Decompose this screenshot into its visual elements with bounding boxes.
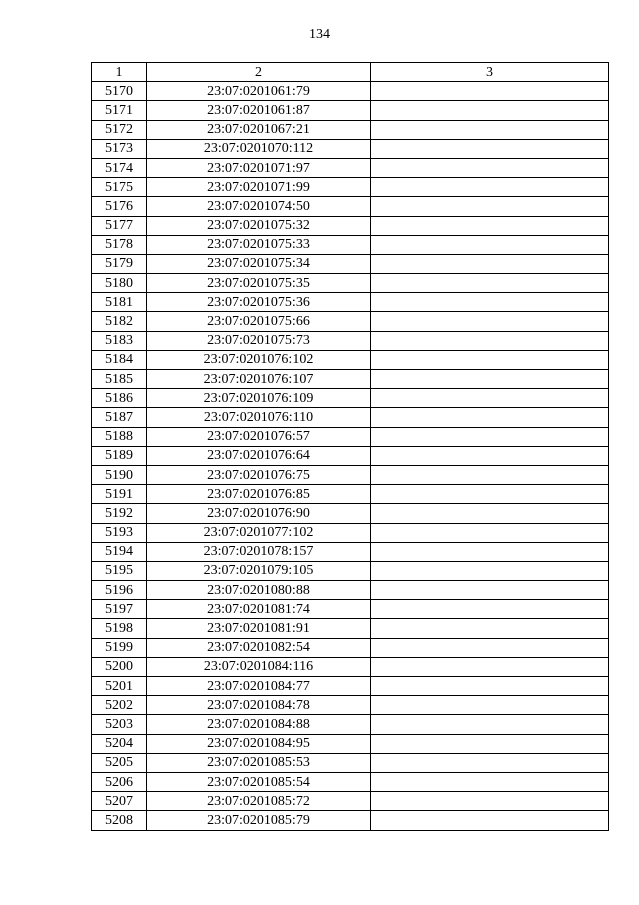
- table-row: [92, 370, 609, 389]
- notes-cell: [371, 753, 609, 772]
- column-header-1: 1: [92, 63, 147, 82]
- table-row: [92, 504, 609, 523]
- row-number-cell: 5190: [92, 465, 147, 484]
- cadastral-number-cell: 23:07:0201071:97: [147, 158, 371, 177]
- table-row: [92, 82, 609, 101]
- table-row: [92, 772, 609, 791]
- notes-cell: [371, 504, 609, 523]
- table-row: [92, 120, 609, 139]
- table-row: [92, 696, 609, 715]
- notes-cell: [371, 734, 609, 753]
- notes-cell: [371, 677, 609, 696]
- notes-cell: [371, 811, 609, 830]
- table-row: [92, 600, 609, 619]
- cadastral-number-cell: 23:07:0201081:74: [147, 600, 371, 619]
- row-number-cell: 5196: [92, 581, 147, 600]
- table-row: [92, 139, 609, 158]
- table-row: [92, 619, 609, 638]
- row-number-cell: 5194: [92, 542, 147, 561]
- cadastral-number-cell: 23:07:0201074:50: [147, 197, 371, 216]
- cadastral-number-cell: 23:07:0201085:72: [147, 792, 371, 811]
- cadastral-number-cell: 23:07:0201084:116: [147, 657, 371, 676]
- table-row: [92, 677, 609, 696]
- row-number-cell: 5171: [92, 101, 147, 120]
- row-number-cell: 5173: [92, 139, 147, 158]
- row-number-cell: 5206: [92, 772, 147, 791]
- row-number-cell: 5186: [92, 389, 147, 408]
- cadastral-number-cell: 23:07:0201061:87: [147, 101, 371, 120]
- cadastral-number-cell: 23:07:0201084:95: [147, 734, 371, 753]
- row-number-cell: 5187: [92, 408, 147, 427]
- cadastral-number-cell: 23:07:0201084:78: [147, 696, 371, 715]
- row-number-cell: 5185: [92, 370, 147, 389]
- row-number-cell: 5207: [92, 792, 147, 811]
- table-row: [92, 293, 609, 312]
- notes-cell: [371, 600, 609, 619]
- row-number-cell: 5202: [92, 696, 147, 715]
- row-number-cell: 5197: [92, 600, 147, 619]
- cadastral-number-cell: 23:07:0201075:34: [147, 254, 371, 273]
- table-row: [92, 331, 609, 350]
- cadastral-number-cell: 23:07:0201076:109: [147, 389, 371, 408]
- cadastral-number-cell: 23:07:0201075:66: [147, 312, 371, 331]
- notes-cell: [371, 523, 609, 542]
- cadastral-number-cell: 23:07:0201075:32: [147, 216, 371, 235]
- cadastral-number-cell: 23:07:0201075:35: [147, 274, 371, 293]
- notes-cell: [371, 446, 609, 465]
- table-row: [92, 485, 609, 504]
- notes-cell: [371, 197, 609, 216]
- cadastral-number-cell: 23:07:0201076:102: [147, 350, 371, 369]
- notes-cell: [371, 254, 609, 273]
- notes-cell: [371, 427, 609, 446]
- row-number-cell: 5183: [92, 331, 147, 350]
- row-number-cell: 5192: [92, 504, 147, 523]
- table-row: [92, 312, 609, 331]
- cadastral-number-cell: 23:07:0201076:110: [147, 408, 371, 427]
- table-row: [92, 753, 609, 772]
- notes-cell: [371, 696, 609, 715]
- cadastral-number-cell: 23:07:0201075:73: [147, 331, 371, 350]
- table-row: [92, 581, 609, 600]
- table-row: [92, 254, 609, 273]
- cadastral-number-cell: 23:07:0201071:99: [147, 178, 371, 197]
- table-row: [92, 542, 609, 561]
- notes-cell: [371, 370, 609, 389]
- cadastral-number-cell: 23:07:0201076:64: [147, 446, 371, 465]
- row-number-cell: 5172: [92, 120, 147, 139]
- notes-cell: [371, 274, 609, 293]
- table-row: [92, 178, 609, 197]
- notes-cell: [371, 619, 609, 638]
- row-number-cell: 5184: [92, 350, 147, 369]
- row-number-cell: 5189: [92, 446, 147, 465]
- cadastral-number-cell: 23:07:0201085:53: [147, 753, 371, 772]
- notes-cell: [371, 82, 609, 101]
- table-row: [92, 274, 609, 293]
- row-number-cell: 5181: [92, 293, 147, 312]
- cadastral-number-cell: 23:07:0201085:54: [147, 772, 371, 791]
- row-number-cell: 5179: [92, 254, 147, 273]
- notes-cell: [371, 178, 609, 197]
- header-row: [92, 63, 609, 82]
- notes-cell: [371, 120, 609, 139]
- row-number-cell: 5201: [92, 677, 147, 696]
- row-number-cell: 5176: [92, 197, 147, 216]
- table-row: [92, 235, 609, 254]
- cadastral-number-cell: 23:07:0201076:57: [147, 427, 371, 446]
- notes-cell: [371, 331, 609, 350]
- table-row: [92, 811, 609, 830]
- table-row: [92, 715, 609, 734]
- notes-cell: [371, 312, 609, 331]
- cadastral-number-cell: 23:07:0201084:77: [147, 677, 371, 696]
- notes-cell: [371, 715, 609, 734]
- cadastral-number-cell: 23:07:0201080:88: [147, 581, 371, 600]
- notes-cell: [371, 408, 609, 427]
- column-header-2: 2: [147, 63, 371, 82]
- notes-cell: [371, 542, 609, 561]
- table-row: [92, 101, 609, 120]
- cadastral-number-cell: 23:07:0201070:112: [147, 139, 371, 158]
- notes-cell: [371, 561, 609, 580]
- row-number-cell: 5170: [92, 82, 147, 101]
- table-row: [92, 427, 609, 446]
- cadastral-number-cell: 23:07:0201078:157: [147, 542, 371, 561]
- row-number-cell: 5188: [92, 427, 147, 446]
- row-number-cell: 5177: [92, 216, 147, 235]
- row-number-cell: 5180: [92, 274, 147, 293]
- notes-cell: [371, 350, 609, 369]
- table-row: [92, 197, 609, 216]
- cadastral-number-cell: 23:07:0201076:107: [147, 370, 371, 389]
- notes-cell: [371, 657, 609, 676]
- table-row: [92, 158, 609, 177]
- notes-cell: [371, 792, 609, 811]
- cadastral-number-cell: 23:07:0201076:75: [147, 465, 371, 484]
- cadastral-number-cell: 23:07:0201079:105: [147, 561, 371, 580]
- row-number-cell: 5193: [92, 523, 147, 542]
- cadastral-number-cell: 23:07:0201075:36: [147, 293, 371, 312]
- column-header-3: 3: [371, 63, 609, 82]
- table-row: [92, 561, 609, 580]
- table-row: [92, 465, 609, 484]
- cadastral-number-cell: 23:07:0201081:91: [147, 619, 371, 638]
- row-number-cell: 5175: [92, 178, 147, 197]
- table-row: [92, 638, 609, 657]
- table-row: [92, 792, 609, 811]
- row-number-cell: 5178: [92, 235, 147, 254]
- notes-cell: [371, 139, 609, 158]
- row-number-cell: 5198: [92, 619, 147, 638]
- page-number: 134: [309, 27, 330, 42]
- notes-cell: [371, 216, 609, 235]
- notes-cell: [371, 389, 609, 408]
- table-row: [92, 523, 609, 542]
- table-row: [92, 446, 609, 465]
- row-number-cell: 5205: [92, 753, 147, 772]
- cadastral-number-cell: 23:07:0201061:79: [147, 82, 371, 101]
- table-row: [92, 350, 609, 369]
- notes-cell: [371, 101, 609, 120]
- row-number-cell: 5200: [92, 657, 147, 676]
- cadastral-number-cell: 23:07:0201067:21: [147, 120, 371, 139]
- row-number-cell: 5208: [92, 811, 147, 830]
- cadastral-number-cell: 23:07:0201082:54: [147, 638, 371, 657]
- table-row: [92, 408, 609, 427]
- cadastral-number-cell: 23:07:0201085:79: [147, 811, 371, 830]
- row-number-cell: 5191: [92, 485, 147, 504]
- row-number-cell: 5199: [92, 638, 147, 657]
- row-number-cell: 5195: [92, 561, 147, 580]
- table-body: [92, 82, 609, 830]
- notes-cell: [371, 465, 609, 484]
- notes-cell: [371, 235, 609, 254]
- notes-cell: [371, 485, 609, 504]
- table-row: [92, 389, 609, 408]
- notes-cell: [371, 581, 609, 600]
- row-number-cell: 5204: [92, 734, 147, 753]
- registry-table: [91, 62, 609, 831]
- table-header: [92, 63, 609, 82]
- cadastral-number-cell: 23:07:0201075:33: [147, 235, 371, 254]
- cadastral-number-cell: 23:07:0201076:90: [147, 504, 371, 523]
- row-number-cell: 5182: [92, 312, 147, 331]
- notes-cell: [371, 638, 609, 657]
- cadastral-number-cell: 23:07:0201076:85: [147, 485, 371, 504]
- notes-cell: [371, 772, 609, 791]
- table-row: [92, 734, 609, 753]
- row-number-cell: 5174: [92, 158, 147, 177]
- row-number-cell: 5203: [92, 715, 147, 734]
- cadastral-number-cell: 23:07:0201084:88: [147, 715, 371, 734]
- notes-cell: [371, 293, 609, 312]
- cadastral-number-cell: 23:07:0201077:102: [147, 523, 371, 542]
- table-row: [92, 657, 609, 676]
- notes-cell: [371, 158, 609, 177]
- table-row: [92, 216, 609, 235]
